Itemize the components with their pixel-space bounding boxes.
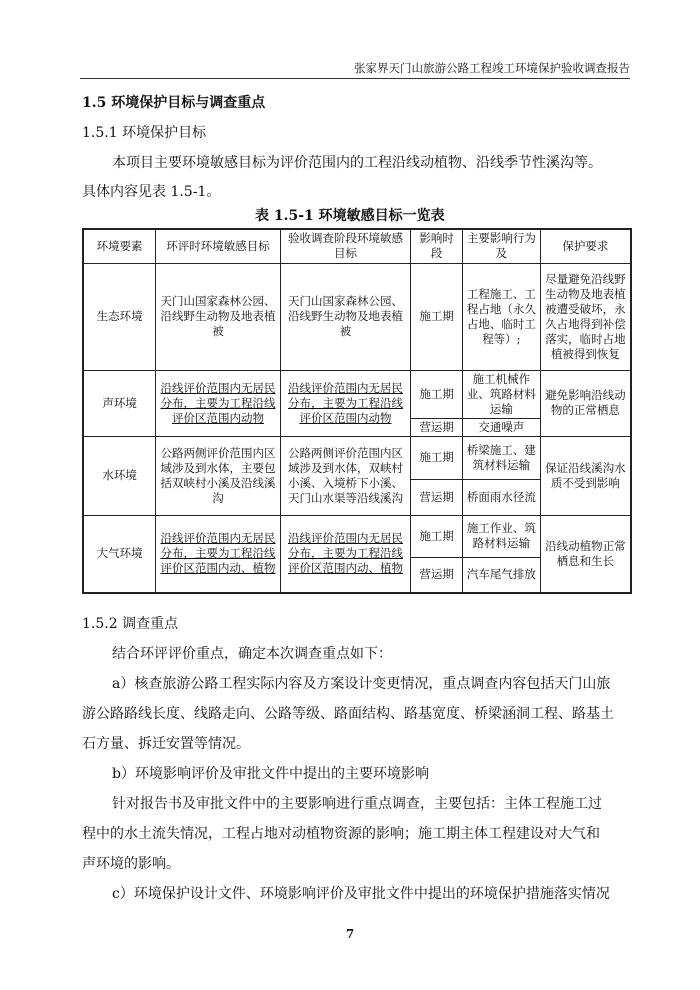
cell: 施工期 [411, 515, 463, 557]
cell: 工程施工、工程占地（永久占地、临时工程等）; [463, 263, 541, 370]
cell: 尽量避免沿线野生动物及地表植被遭受破坏，永久占地得到补偿落实，临时占地植被得到恢复 [540, 263, 631, 370]
cell: 汽车尾气排放 [463, 557, 541, 593]
cell: 桥梁施工、建筑材料运输 [463, 436, 541, 479]
paragraph: 具体内容见表 1.5-1。 [82, 184, 221, 200]
cell: 施工期 [411, 370, 463, 418]
table-row [83, 515, 631, 557]
cell: 施工期 [411, 436, 463, 479]
paragraph: 程中的水土流失情况，工程占地对动植物资源的影响；施工期主体工程建设对大气和 [82, 826, 600, 842]
cell: 营运期 [411, 418, 463, 436]
paragraph: 声环境的影响。 [82, 856, 180, 872]
cell: 公路两侧评价范围内区域涉及到水体，主要包括双峡村小溪及沿线溪沟 [156, 436, 281, 515]
table-row [83, 436, 631, 479]
cell: 沿线评价范围内无居民分布，主要为工程沿线评价区范围内动物 [156, 370, 281, 436]
header-cell: 验收调查阶段环境敏感目标 [280, 229, 410, 263]
cell: 天门山国家森林公园、沿线野生动物及地表植被 [280, 263, 410, 370]
paragraph: 游公路路线长度、线路走向、公路等级、路面结构、路基宽度、桥梁涵洞工程、路基土 [82, 706, 614, 722]
cell: 营运期 [411, 557, 463, 593]
paragraph: c）环境保护设计文件、环境影响评价及审批文件中提出的环境保护措施落实情况 [112, 886, 610, 902]
cell: 沿线动植物正常栖息和生长 [540, 515, 631, 593]
header-cell: 环评时环境敏感目标 [156, 229, 281, 263]
cell: 交通噪声 [463, 418, 541, 436]
paragraph: 石方量、拆迁安置等情况。 [82, 736, 250, 752]
table-title: 表 1.5-1 环境敏感目标一览表 [255, 208, 445, 224]
paragraph: 本项目主要环境敏感目标为评价范围内的工程沿线动植物、沿线季节性溪沟等。 [112, 155, 602, 171]
sensitive-targets-table [82, 228, 632, 594]
cell: 生态环境 [83, 263, 156, 370]
table-header-row [83, 229, 631, 263]
header-cell: 环境要素 [83, 229, 156, 263]
table-row [83, 370, 631, 418]
cell: 声环境 [83, 370, 156, 436]
header-cell: 保护要求 [540, 229, 631, 263]
cell: 施工机械作业、筑路材料运输 [463, 370, 541, 418]
paragraph: b）环境影响评价及审批文件中提出的主要环境影响 [112, 766, 429, 782]
table-row [83, 263, 631, 370]
header-cell: 影响时段 [411, 229, 463, 263]
cell: 沿线评价范围内无居民分布，主要为工程沿线评价区范围内动物 [280, 370, 410, 436]
subsection-heading: 1.5.1 环境保护目标 [82, 125, 207, 141]
cell: 营运期 [411, 479, 463, 515]
cell: 大气环境 [83, 515, 156, 593]
header-cell: 主要影响行为及 [463, 229, 541, 263]
paragraph: 针对报告书及审批文件中的主要影响进行重点调查，主要包括：主体工程施工过 [112, 796, 602, 812]
section-heading: 1.5 环境保护目标与调查重点 [82, 95, 266, 111]
subsection-heading: 1.5.2 调查重点 [82, 616, 179, 632]
cell: 施工期 [411, 263, 463, 370]
cell: 避免影响沿线动物的正常栖息 [540, 370, 631, 436]
page-number: 7 [345, 927, 355, 941]
cell: 水环境 [83, 436, 156, 515]
paragraph: a）核查旅游公路工程实际内容及方案设计变更情况，重点调查内容包括天门山旅 [112, 676, 611, 692]
cell: 沿线评价范围内无居民分布，主要为工程沿线评价区范围内动、植物 [156, 515, 281, 593]
cell: 公路两侧评价范围内区域涉及到水体，双峡村小溪、入境桥下小溪、天门山水渠等沿线溪沟 [280, 436, 410, 515]
running-header: 张家界天门山旅游公路工程竣工环境保护验收调查报告 [80, 60, 630, 79]
cell: 桥面雨水径流 [463, 479, 541, 515]
cell: 施工作业、筑路材料运输 [463, 515, 541, 557]
cell: 天门山国家森林公园、沿线野生动物及地表植被 [156, 263, 281, 370]
paragraph: 结合环评评价重点，确定本次调查重点如下： [112, 646, 392, 662]
cell: 沿线评价范围内无居民分布，主要为工程沿线评价区范围内动、植物 [280, 515, 410, 593]
cell: 保证沿线溪沟水质不受到影响 [540, 436, 631, 515]
